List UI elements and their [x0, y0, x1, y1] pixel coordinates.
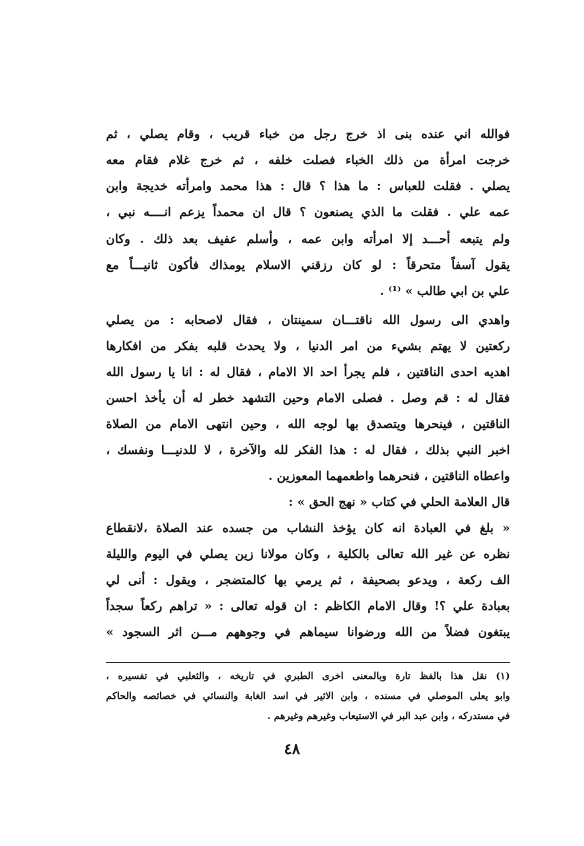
quote-text-line: « بلغ في العبادة انه كان يؤخذ النشاب من جسده عند الصلاة ،لانقطاع [106, 521, 510, 535]
body-text-line: الناقتين ، فينحرها ويتصدق بها لوجه الله ، وحين انتهى الامام من الصلاة [106, 417, 510, 431]
body-text-line: خرجت امرأة من ذلك الخباء فصلت خلفه ، ثم خرج غلام فقام معه [106, 153, 510, 167]
body-text-line: واعطاه الناقتين ، فنحرهما واطعمهما المعوزين . [268, 469, 510, 483]
footnote-divider [106, 662, 510, 663]
footnote-line: (١) نقل هذا بالفظ تارة وبالمعنى اخرى الطبري في تاريخه ، والثعلبي في تفسيره ، [106, 671, 510, 682]
quote-text-line: يبتغون فضلاً من الله ورضوانا سيماهم في وجوههم مـــن اثر السجود » [106, 625, 510, 639]
body-text-line: يصلي . فقلت للعباس : ما هذا ؟ قال : هذا محمد وامرأته خديجة وابن [106, 179, 510, 193]
footnote-line: في مستدركه ، وابن عبد البر في الاستيعاب وغيرهم وغيرهم . [267, 711, 510, 722]
page-number: ٤٨ [283, 740, 301, 758]
body-text-line: اهديه احدى الناقتين ، فلم يجرأ احد الا الامام ، فقال له : انا يا رسول الله [106, 365, 510, 379]
body-text-line: ولم يتبعه أحـــد إلا امرأته وابن عمه ، وأسلم عفيف بعد ذلك . وكان [106, 232, 510, 246]
section-heading: قال العلامة الحلي في كتاب « نهج الحق » : [288, 495, 510, 509]
body-text-line: فوالله اني عنده بنى اذ خرج رجل من خباء قريب ، وقام يصلي ، ثم [106, 127, 510, 141]
body-text-line: يقول آسفاً متحرقاً : لو كان رزقني الاسلام يومذاك فأكون ثانيـــاً مع [106, 258, 510, 272]
body-text-line: اخبر النبي بذلك ، فقال له : هذا الفكر لله والآخرة ، لا للدنيـــا ونفسك ، [106, 443, 510, 457]
body-text-line: عمه علي . فقلت ما الذي يصنعون ؟ قال ان محمداً يزعم انــــه نبي ، [106, 205, 510, 219]
quote-text-line: الف ركعة ، ويدعو بصحيفة ، ثم يرمي بها كالمتضجر ، ويقول : أنى لي [106, 573, 510, 587]
quote-text-line: بعبادة علي ؟! وقال الامام الكاظم : ان قوله تعالى : « تراهم ركعاً سجداً [106, 599, 510, 613]
body-text-line: علي بن ابي طالب » ⁽¹⁾ . [379, 284, 510, 298]
body-text-line: واهدي الى رسول الله ناقتـــان سمينتان ، فقال لاصحابه : من يصلي [106, 313, 510, 327]
footnote-line: وابو يعلى الموصلي في مسنده ، وابن الاثير في اسد الغابة والنسائي في خصائصه والحاكم [106, 691, 510, 702]
quote-text-line: نظره عن غير الله تعالى بالكلية ، وكان مولانا زين يصلي في اليوم والليلة [106, 547, 510, 561]
body-text-line: فقال له : قم وصل . فصلى الامام وحين التشهد خطر له أن يأخذ احسن [106, 391, 510, 405]
body-text-line: ركعتين لا يهتم بشيء من امر الدنيا ، ولا يحدث قلبه بفكر من افكارها [106, 339, 510, 353]
